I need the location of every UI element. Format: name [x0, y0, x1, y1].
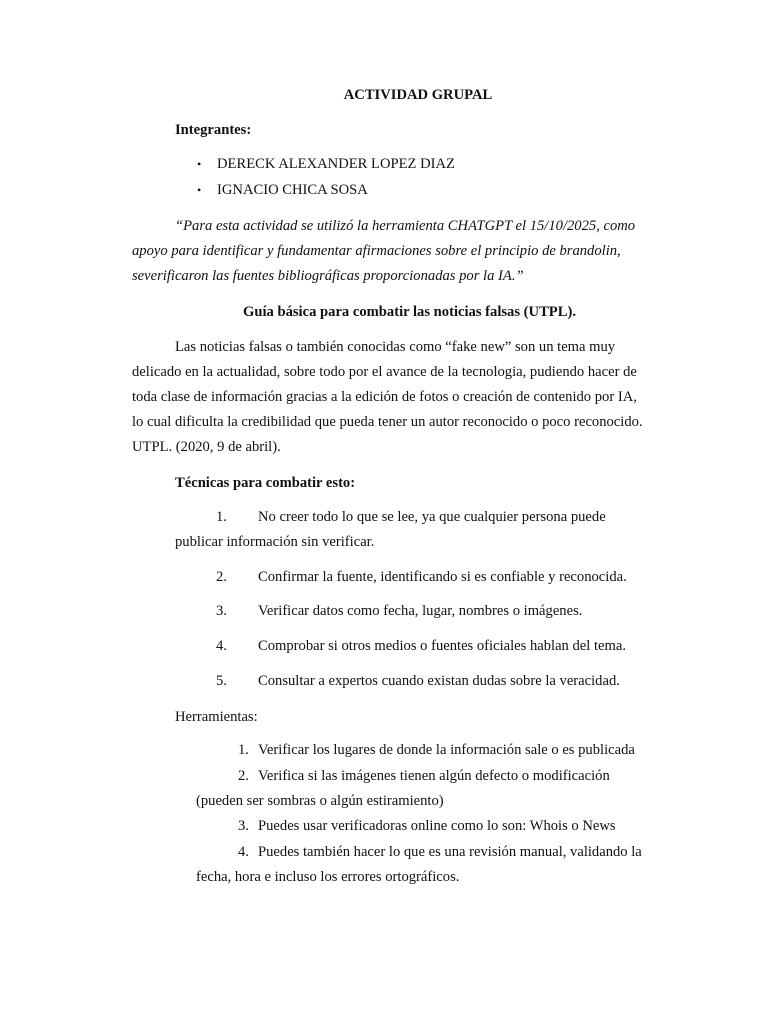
list-number: 5.	[216, 673, 227, 689]
member-item: DERECK ALEXANDER LOPEZ DIAZ	[217, 156, 455, 172]
list-item: Puedes usar verificadoras online como lo son: Whois o News	[258, 818, 616, 834]
paragraph-line: UTPL. (2020, 9 de abril).	[132, 439, 281, 455]
document-title: ACTIVIDAD GRUPAL	[343, 87, 493, 103]
list-item-continuation: publicar información sin verificar.	[175, 534, 375, 550]
disclaimer-line: “Para esta actividad se utilizó la herramienta CHATGPT el 15/10/2025, como	[175, 218, 636, 234]
list-item: Puedes también hacer lo que es una revisión manual, validando la	[258, 844, 642, 860]
list-number: 4.	[216, 638, 227, 654]
list-item-continuation: fecha, hora e incluso los errores ortográficos.	[196, 869, 460, 885]
paragraph-line: lo cual dificulta la credibilidad que pueda tener un autor reconocido o poco reconocido.	[132, 414, 643, 430]
techniques-heading: Técnicas para combatir esto:	[175, 475, 356, 491]
members-label: Integrantes:	[175, 122, 252, 138]
list-item: Verificar datos como fecha, lugar, nombres o imágenes.	[258, 603, 583, 619]
guide-heading: Guía básica para combatir las noticias falsas (UTPL).	[243, 304, 576, 320]
member-item: IGNACIO CHICA SOSA	[217, 182, 368, 198]
list-item: Comprobar si otros medios o fuentes oficiales hablan del tema.	[258, 638, 626, 654]
list-number: 1.	[238, 742, 249, 758]
list-item: Consultar a expertos cuando existan dudas sobre la veracidad.	[258, 673, 620, 689]
bullet-icon: •	[197, 183, 202, 197]
list-number: 4.	[238, 844, 249, 860]
disclaimer-line: severificaron las fuentes bibliográficas proporcionadas por la IA.”	[132, 268, 524, 284]
list-item: Verifica si las imágenes tienen algún defecto o modificación	[258, 768, 610, 784]
list-number: 2.	[238, 768, 249, 784]
list-number: 3.	[216, 603, 227, 619]
list-item: Verificar los lugares de donde la información sale o es publicada	[258, 742, 635, 758]
bullet-icon: •	[197, 157, 202, 171]
list-number: 1.	[216, 509, 227, 525]
list-item: No creer todo lo que se lee, ya que cualquier persona puede	[258, 509, 606, 525]
paragraph-line: toda clase de información gracias a la edición de fotos o creación de contenido por IA,	[132, 389, 637, 405]
list-number: 2.	[216, 569, 227, 585]
tools-heading: Herramientas:	[175, 709, 258, 725]
list-item-continuation: (pueden ser sombras o algún estiramiento)	[196, 793, 444, 809]
list-number: 3.	[238, 818, 249, 834]
paragraph-line: Las noticias falsas o también conocidas como “fake new” son un tema muy	[175, 339, 616, 355]
paragraph-line: delicado en la actualidad, sobre todo por el avance de la tecnologia, pudiendo hacer de	[132, 364, 637, 380]
disclaimer-line: apoyo para identificar y fundamentar afirmaciones sobre el principio de brandolin,	[132, 243, 621, 259]
list-item: Confirmar la fuente, identificando si es confiable y reconocida.	[258, 569, 627, 585]
